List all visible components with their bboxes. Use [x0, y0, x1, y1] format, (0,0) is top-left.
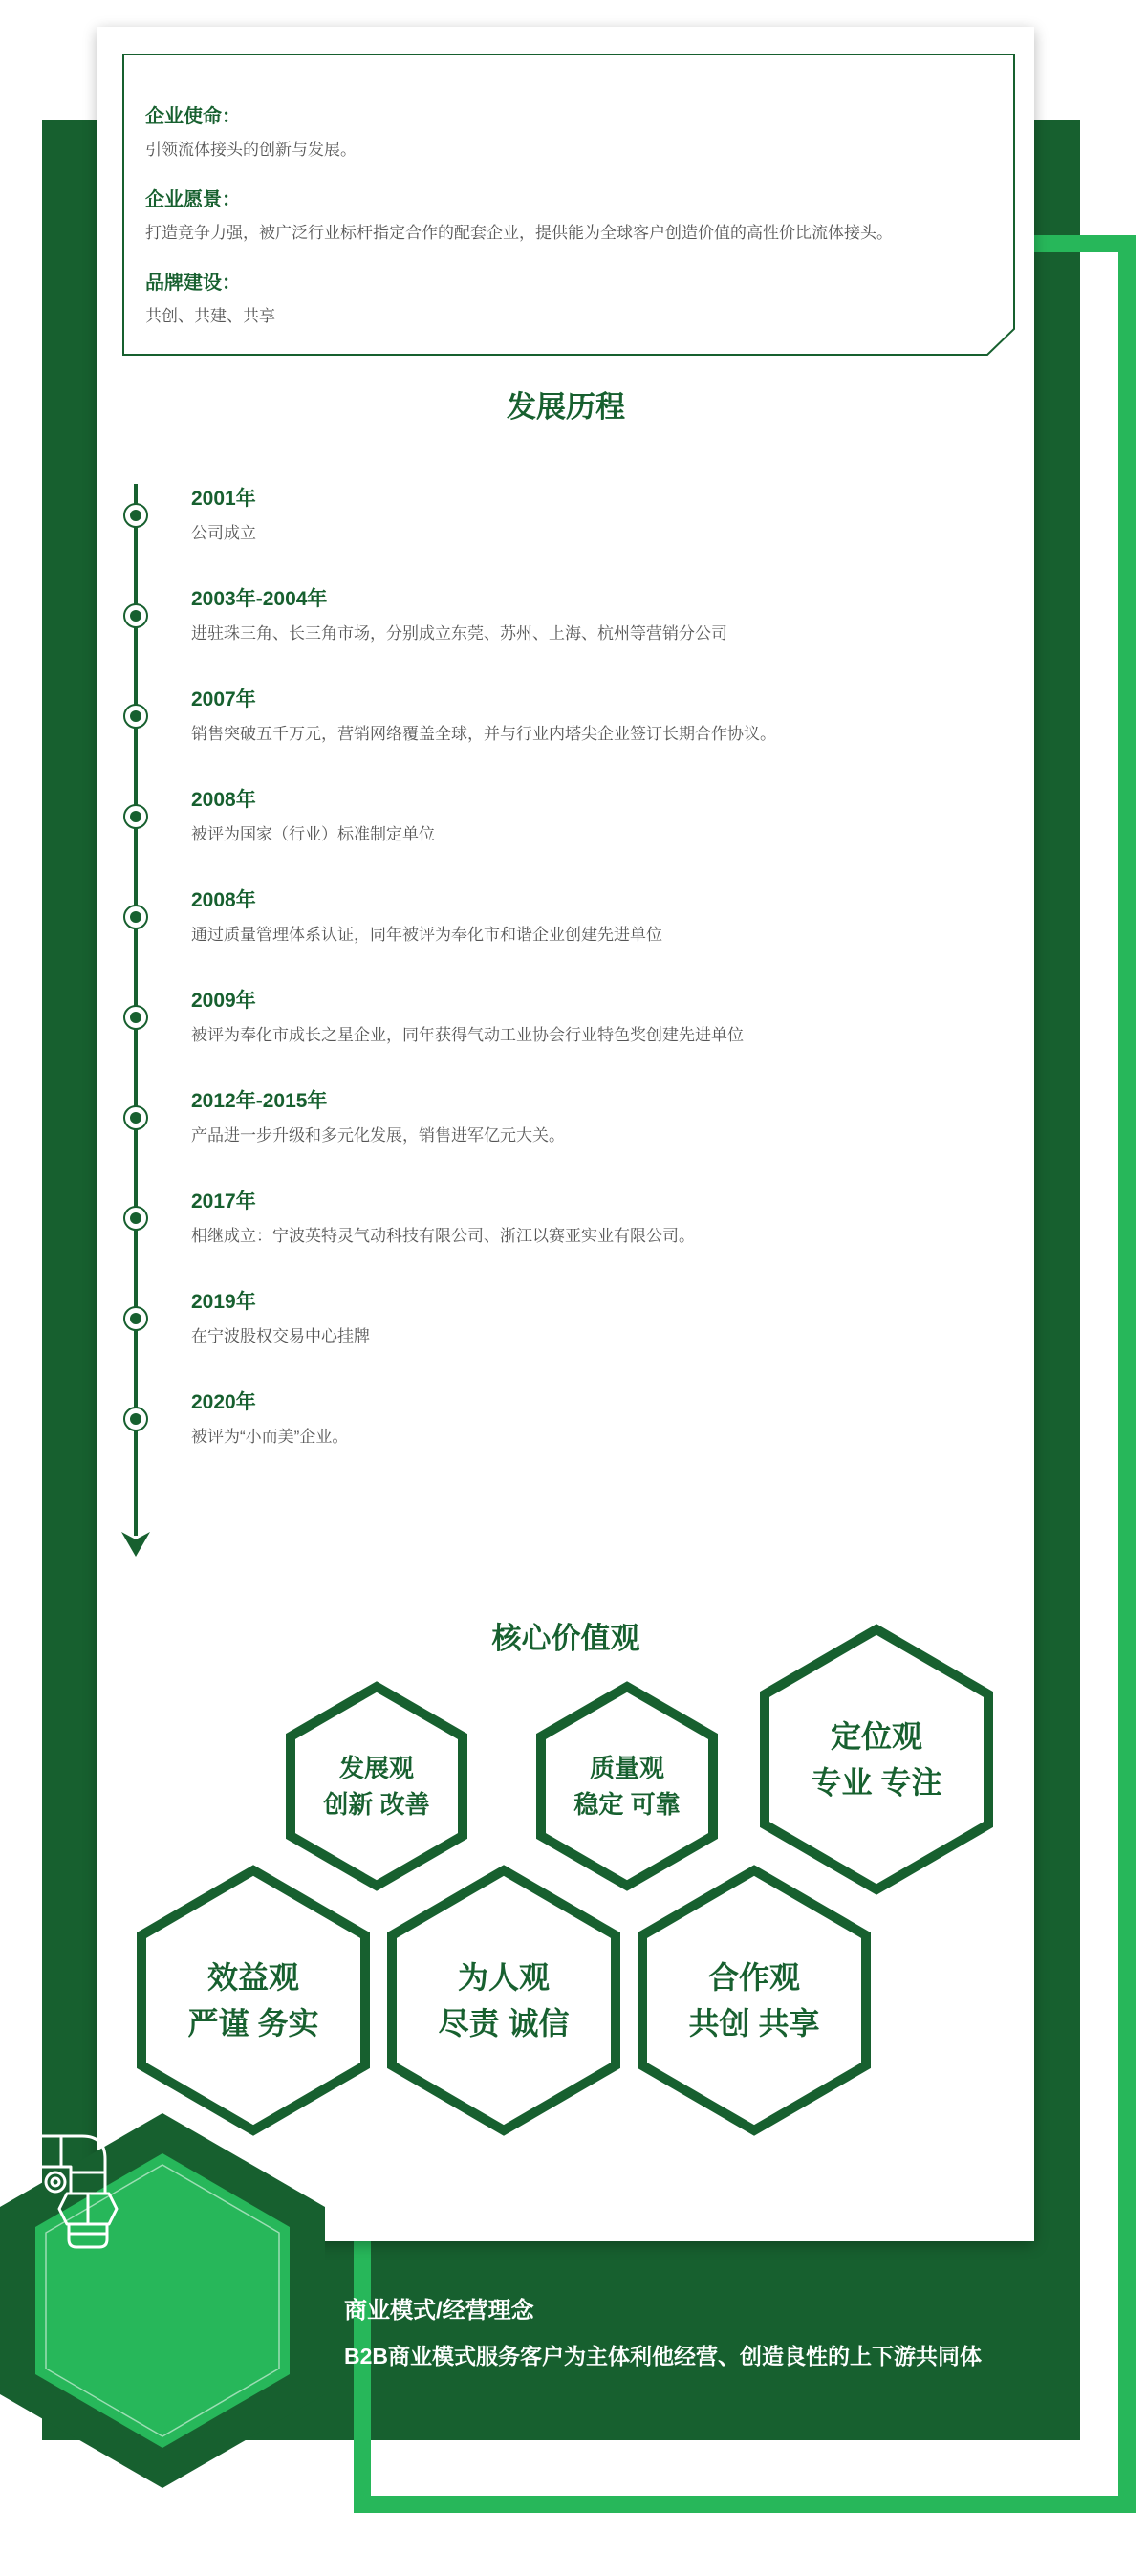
- timeline-year: 2008年: [191, 889, 256, 911]
- value-name: 为人观: [457, 1960, 550, 1995]
- timeline-dot-icon: [123, 905, 148, 929]
- mission-title: 企业使命：: [145, 106, 241, 127]
- timeline-item: [97, 687, 1034, 763]
- brand-text: 共创、共建、共享: [145, 307, 275, 325]
- value-name: 定位观: [830, 1719, 922, 1754]
- timeline-desc: 通过质量管理体系认证，同年被评为奉化市和谐企业创建先进单位: [191, 926, 662, 944]
- timeline-year: 2017年: [191, 1190, 256, 1212]
- value-motto: 专业 专注: [811, 1765, 942, 1800]
- timeline-dot-icon: [123, 1407, 148, 1431]
- timeline-desc: 相继成立：宁波英特灵气动科技有限公司、浙江以赛亚实业有限公司。: [191, 1227, 695, 1245]
- value-hex-integrity: [386, 1865, 621, 2136]
- timeline-item: [97, 586, 1034, 663]
- timeline-year: 2008年: [191, 789, 256, 811]
- business-title: 商业模式/经营理念: [344, 2298, 534, 2324]
- values-title: 核心价值观: [491, 1622, 640, 1655]
- value-name: 效益观: [206, 1960, 299, 1995]
- timeline-item: [97, 787, 1034, 863]
- business-text: B2B商业模式服务客户为主体利他经营、创造良性的上下游共同体: [344, 2344, 983, 2369]
- mission-box: [122, 54, 1015, 356]
- vision-item: [145, 186, 893, 246]
- timeline-item: [97, 1189, 1034, 1265]
- value-motto: 严谨 务实: [187, 2006, 319, 2041]
- pipe-fitting-icon: [0, 2113, 143, 2257]
- timeline-year: 2020年: [191, 1391, 256, 1413]
- timeline-desc: 在宁波股权交易中心挂牌: [191, 1327, 370, 1345]
- timeline-item: [97, 1088, 1034, 1165]
- brand-item: [145, 270, 275, 329]
- timeline-dot-icon: [123, 1306, 148, 1331]
- timeline-item: [97, 988, 1034, 1064]
- value-hex-positioning: [759, 1624, 994, 1895]
- timeline-desc: 产品进一步升级和多元化发展，销售进军亿元大关。: [191, 1126, 565, 1145]
- timeline-dot-icon: [123, 804, 148, 829]
- timeline-dot-icon: [123, 503, 148, 528]
- timeline-desc: 被评为奉化市成长之星企业，同年获得气动工业协会行业特色奖创建先进单位: [191, 1026, 744, 1044]
- value-hex-quality: [535, 1681, 719, 1891]
- badge-hexagon: [0, 2113, 325, 2488]
- timeline-item: [97, 887, 1034, 964]
- timeline-dot-icon: [123, 1105, 148, 1130]
- value-name: 合作观: [707, 1960, 800, 1995]
- timeline-dot-icon: [123, 1206, 148, 1231]
- timeline-year: 2003年-2004年: [191, 588, 328, 610]
- history-title: 发展历程: [507, 390, 625, 424]
- vision-text: 打造竞争力强，被广泛行业标杆指定合作的配套企业，提供能为全球客户创造价值的高性价比流体接头。: [145, 224, 893, 242]
- timeline-desc: 被评为国家（行业）标准制定单位: [191, 825, 435, 843]
- mission-item: [145, 103, 357, 163]
- timeline-desc: 销售突破五千万元，营销网络覆盖全球，并与行业内塔尖企业签订长期合作协议。: [191, 725, 776, 743]
- value-hex-development: [285, 1681, 468, 1891]
- value-hex-cooperation: [637, 1865, 872, 2136]
- timeline-item: [97, 1389, 1034, 1466]
- value-name: 发展观: [338, 1754, 414, 1782]
- timeline-year: 2009年: [191, 990, 256, 1012]
- timeline-desc: 被评为“小而美”企业。: [191, 1428, 349, 1446]
- timeline-year: 2012年-2015年: [191, 1090, 328, 1112]
- vision-title: 企业愿景：: [145, 189, 241, 210]
- content-card: [97, 27, 1034, 2241]
- timeline-year: 2007年: [191, 688, 256, 710]
- value-motto: 创新 改善: [323, 1790, 430, 1819]
- timeline-year: 2001年: [191, 488, 256, 510]
- value-hex-efficiency: [136, 1865, 371, 2136]
- value-motto: 稳定 可靠: [574, 1790, 681, 1819]
- value-name: 质量观: [589, 1754, 664, 1782]
- timeline-dot-icon: [123, 704, 148, 729]
- value-motto: 尽责 诚信: [438, 2006, 570, 2041]
- timeline-item: [97, 486, 1034, 562]
- mission-text: 引领流体接头的创新与发展。: [145, 141, 357, 159]
- timeline-arrow-icon: [121, 1528, 150, 1559]
- timeline-dot-icon: [123, 603, 148, 628]
- timeline-item: [97, 1289, 1034, 1365]
- value-motto: 共创 共享: [688, 2006, 820, 2041]
- timeline-desc: 公司成立: [191, 524, 256, 542]
- timeline-desc: 进驻珠三角、长三角市场，分别成立东莞、苏州、上海、杭州等营销分公司: [191, 624, 727, 643]
- timeline-dot-icon: [123, 1005, 148, 1030]
- brand-title: 品牌建设：: [145, 273, 241, 294]
- timeline-year: 2019年: [191, 1291, 256, 1313]
